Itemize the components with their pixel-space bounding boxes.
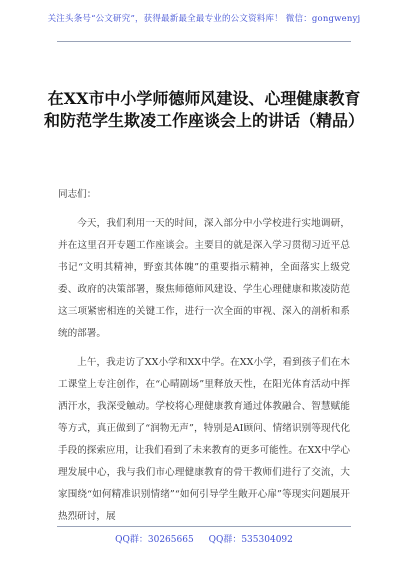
footer-qq-group-2: QQ群：535304092 bbox=[208, 535, 293, 545]
header-divider bbox=[57, 41, 351, 42]
page-header bbox=[0, 12, 408, 42]
salutation: 同志们： bbox=[58, 189, 97, 200]
footer-qq-group-1: QQ群：30265665 bbox=[115, 535, 194, 545]
document-title: 在XX市中小学师德师风建设、心理健康教育和防范学生欺凌工作座谈会上的讲话（精品） bbox=[43, 89, 364, 130]
page-footer bbox=[0, 532, 408, 545]
header-promo-text: 关注头条号“公文研究”，获得最新最全最专业的公文资料库！ 微信：gongwenyj bbox=[47, 14, 361, 24]
document-body bbox=[58, 184, 350, 535]
footer-divider bbox=[57, 526, 351, 527]
paragraph-2: 上午，我走访了XX小学和XX中学。在XX小学，看到孩子们在木工课堂上专注创作，在“心晴剧场”里释放天性，在阳光体育活动中挥洒汗水，我深受触动。学校将心理健康教育通过体教融合、智慧赋能等方式，真正做到了“润物无声”，特别是AI顾问、情绪识别等现代化手段的探索应用，让我们看到了未来教育的更多可能性。在XX中学心理发展中心，我与我们市心理健康教育的骨干教师们进行了交流，大家围绕“如何精准识别情绪”“如何引导学生敞开心扉”等现实问题展开热烈研讨，展 bbox=[58, 357, 350, 522]
paragraph-1: 今天，我们利用一天的时间，深入部分中小学校进行实地调研，并在这里召开专题工作座谈会。主要目的就是深入学习贯彻习近平总书记“文明其精神，野蛮其体魄”的重要指示精神，全面落实上级党委、政府的决策部署，聚焦师德师风建设、学生心理健康和欺凌防范这三项紧密相连的关键工作，进行一次全面的审视、深入的剖析和系统的部署。 bbox=[58, 218, 350, 339]
